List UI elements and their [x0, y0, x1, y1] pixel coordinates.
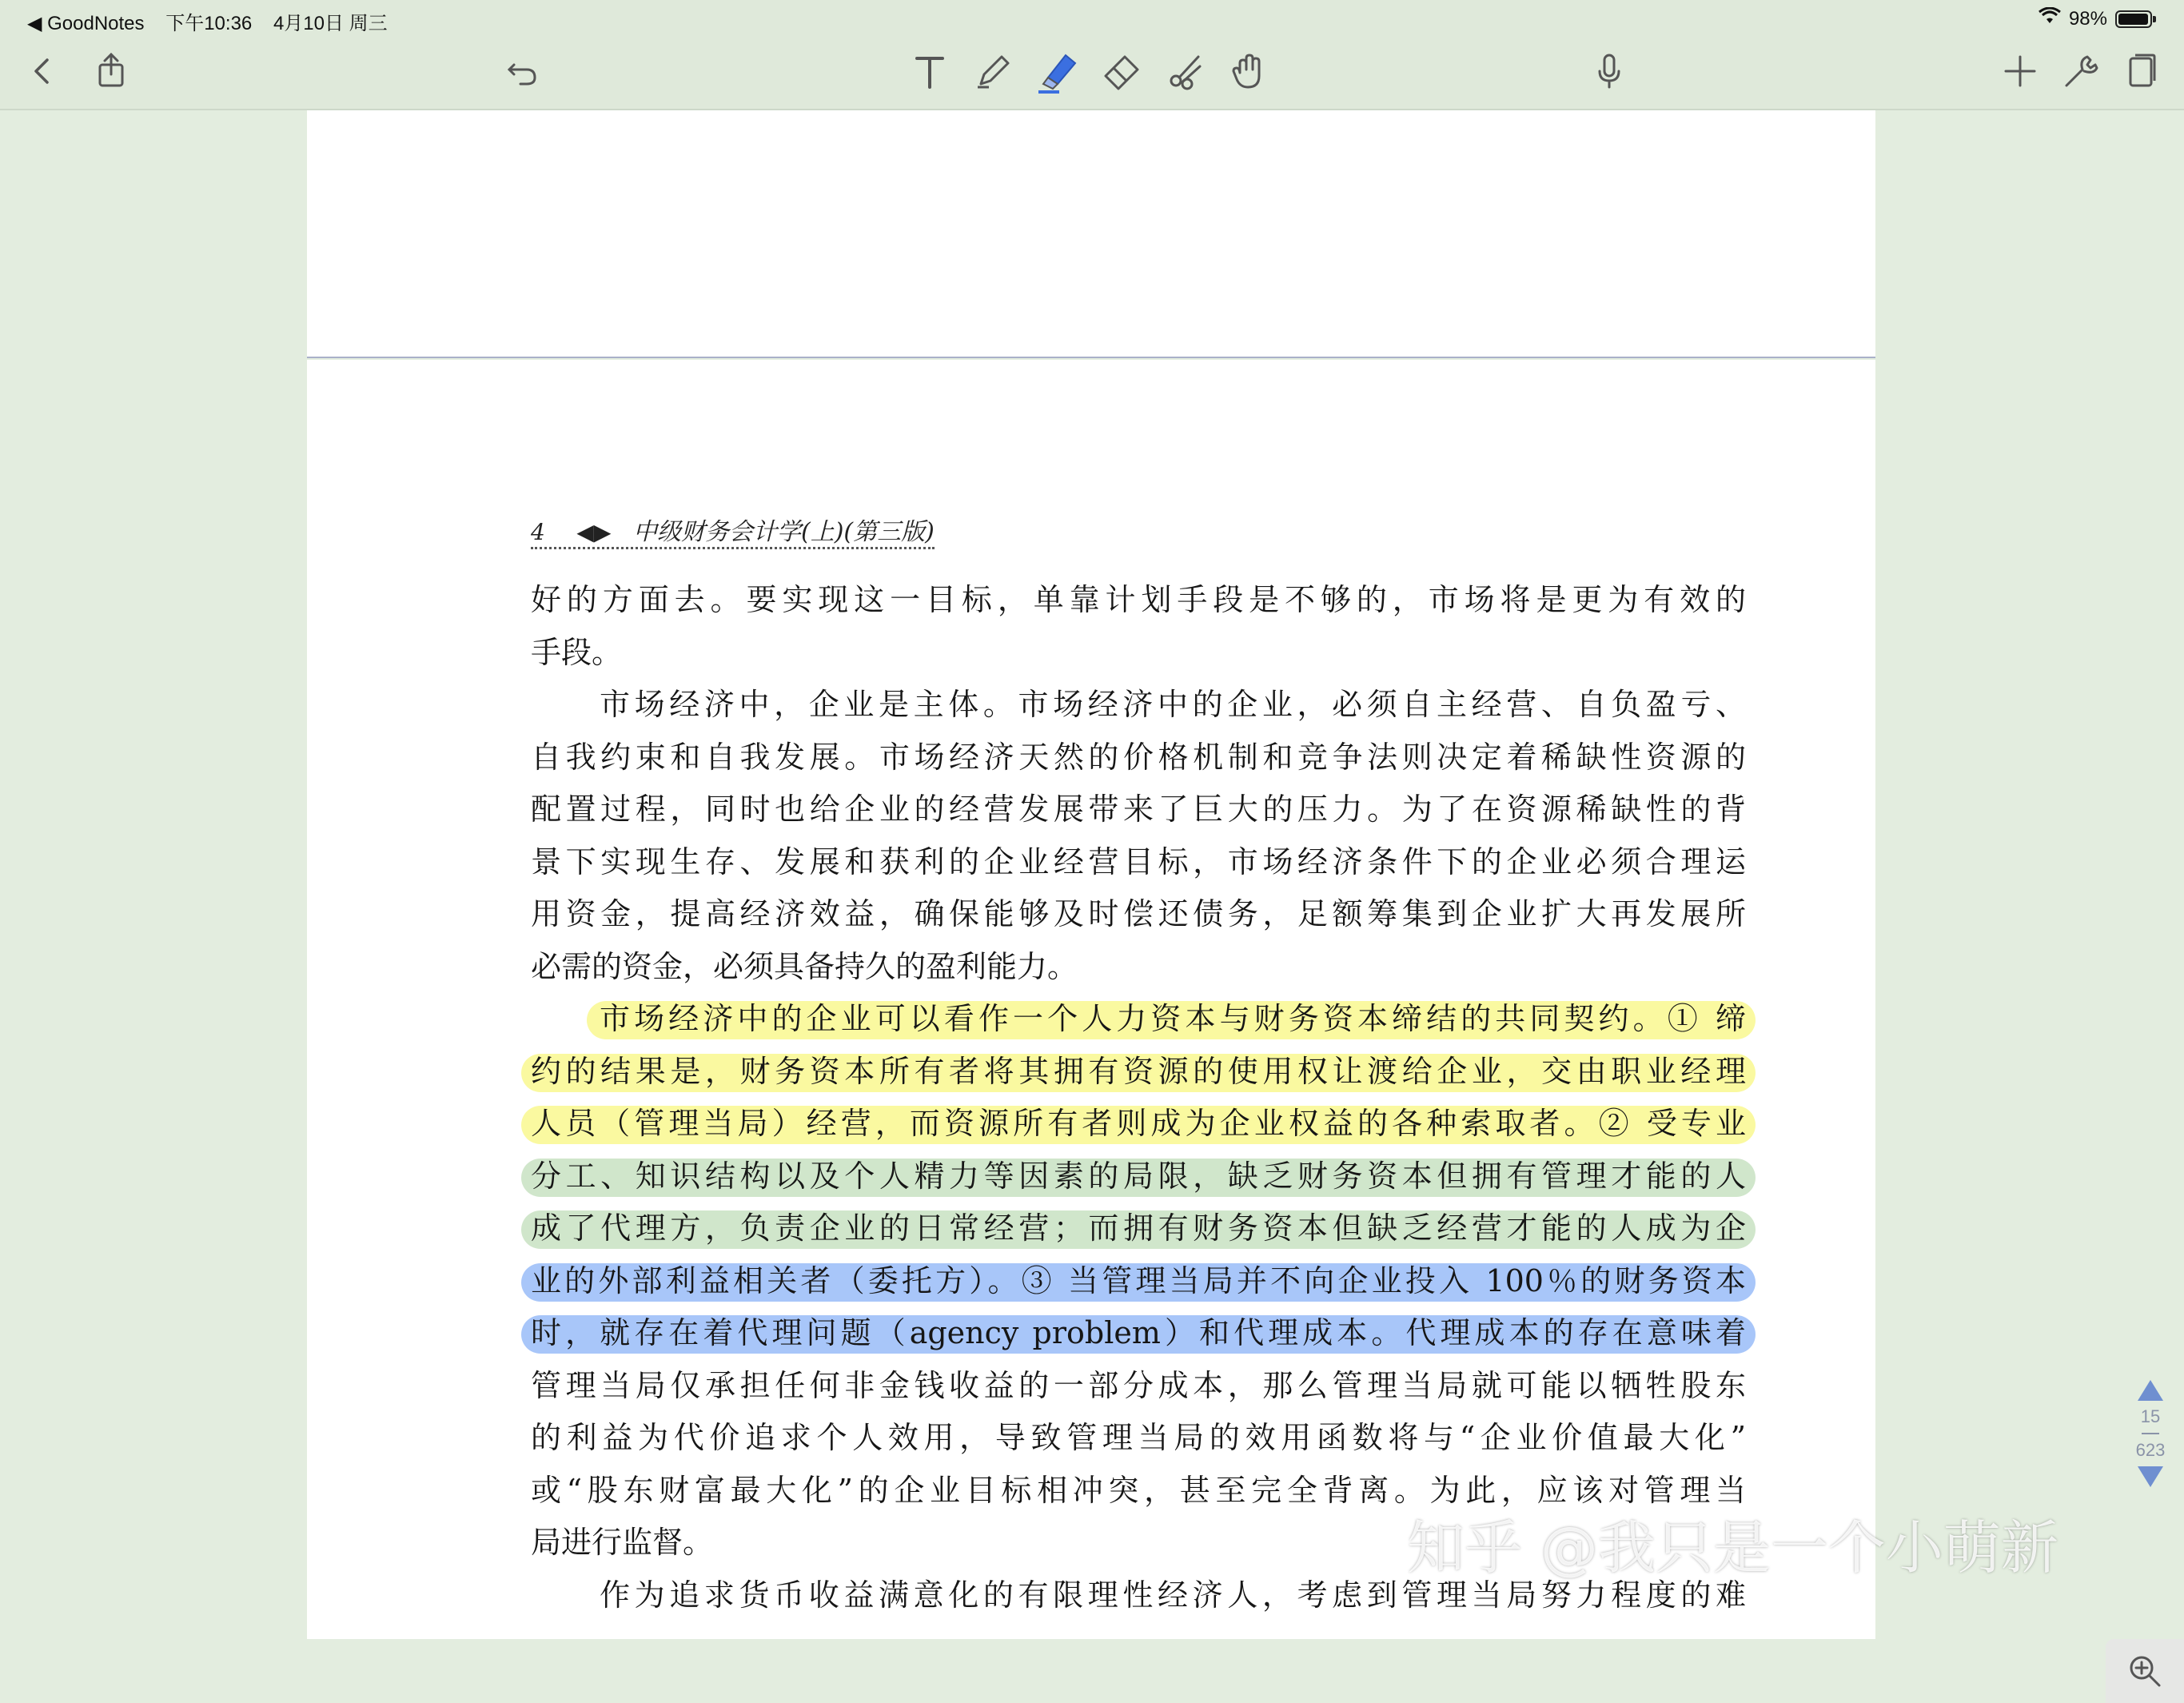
- wifi-icon: [2039, 7, 2061, 30]
- hand-tool-icon[interactable]: [1222, 45, 1274, 98]
- text-line: [531, 836, 1746, 889]
- text-line-content: 分工、知识结构以及个人精力等因素的局限，缺乏财务资本但拥有管理才能的人: [531, 1158, 1746, 1194]
- text-line-content: 市场经济中，企业是主体。市场经济中的企业，必须自主经营、自负盈亏、: [600, 687, 1746, 722]
- text-line: [531, 1202, 1746, 1255]
- back-to-app-link[interactable]: ◀ GoodNotes: [27, 13, 145, 34]
- book-title: 中级财务会计学(上)(第三版): [633, 518, 935, 546]
- eraser-tool-icon[interactable]: [1095, 45, 1148, 98]
- header-page-number: 4: [531, 519, 545, 545]
- page-down-icon[interactable]: [2138, 1466, 2163, 1487]
- page-up-icon[interactable]: [2138, 1380, 2163, 1401]
- total-pages: 623: [2135, 1440, 2166, 1460]
- text-line-content: 或“股东财富最大化”的企业目标相冲突，甚至完全背离。为此，应该对管理当: [531, 1472, 1746, 1508]
- text-line: [531, 1255, 1746, 1308]
- page-view-icon[interactable]: [2115, 45, 2168, 98]
- text-line-content: 人员（管理当局）经营，而资源所有者则成为企业权益的各种索取者。② 受专业: [531, 1106, 1746, 1141]
- text-line-content: 时，就存在着代理问题（agency problem）和代理成本。代理成本的存在意味着: [531, 1315, 1746, 1350]
- text-line: [531, 1098, 1746, 1151]
- text-line-content: 成了代理方，负责企业的日常经营；而拥有财务资本但缺乏经营才能的人成为企: [531, 1210, 1746, 1246]
- zoom-icon[interactable]: [2106, 1639, 2184, 1703]
- running-header: [531, 512, 935, 549]
- battery-percent: 98%: [2068, 7, 2107, 30]
- share-icon[interactable]: [85, 45, 137, 98]
- watermark: 知乎 @我只是一个小萌新: [1407, 1514, 2058, 1581]
- add-icon[interactable]: [1994, 45, 2047, 98]
- text-line-content: 好的方面去。要实现这一目标，单靠计划手段是不够的，市场将是更为有效的: [531, 582, 1746, 617]
- text-line-content: 管理当局仅承担任何非金钱收益的一部分成本，那么管理当局就可能以牺牲股东: [531, 1367, 1746, 1403]
- current-page-number: 15: [2140, 1406, 2161, 1426]
- microphone-icon[interactable]: [1583, 45, 1636, 98]
- undo-icon[interactable]: [496, 45, 548, 98]
- text-line-content: 必需的资金，必须具备持久的盈利能力。: [531, 948, 1078, 984]
- page-scroller[interactable]: [2133, 1380, 2168, 1612]
- status-date: 4月10日 周三: [273, 13, 388, 34]
- status-bar: [0, 0, 2184, 37]
- back-icon[interactable]: [16, 45, 69, 98]
- text-line-content: 局进行监督。: [531, 1525, 714, 1560]
- text-line: [531, 627, 1746, 680]
- toolbar: [0, 37, 2184, 110]
- text-line: [531, 1569, 1746, 1622]
- previous-page: [307, 110, 1875, 358]
- pen-tool-icon[interactable]: [967, 45, 1020, 98]
- text-line: [531, 993, 1746, 1046]
- settings-icon[interactable]: [2054, 45, 2107, 98]
- text-line: [531, 1360, 1746, 1413]
- text-line-content: 作为追求货币收益满意化的有限理性经济人，考虑到管理当局努力程度的难: [600, 1577, 1746, 1613]
- text-line-content: 约的结果是，财务资本所有者将其拥有资源的使用权让渡给企业，交由职业经理: [531, 1053, 1746, 1089]
- text-line-content: 手段。: [531, 634, 623, 670]
- text-line-content: 自我约束和自我发展。市场经济天然的价格机制和竞争法则决定着稀缺性资源的: [531, 739, 1746, 775]
- book-mark-icon: ◀▶: [576, 519, 612, 545]
- page-body-text: [531, 574, 1746, 1621]
- text-line: [531, 1412, 1746, 1465]
- document-canvas[interactable]: [0, 110, 2184, 1637]
- text-line: [531, 1046, 1746, 1099]
- text-line: [531, 1151, 1746, 1203]
- battery-icon: [2115, 10, 2152, 28]
- text-line: [531, 888, 1746, 941]
- text-line-content: 用资金，提高经济效益，确保能够及时偿还债务，足额筹集到企业扩大再发展所: [531, 896, 1746, 931]
- status-time: 下午10:36: [165, 13, 253, 34]
- text-line: [531, 784, 1746, 836]
- text-line-content: 业的外部利益相关者（委托方）。③ 当管理当局并不向企业投入 100％的财务资本: [531, 1262, 1746, 1298]
- text-line-content: 景下实现生存、发展和获利的企业经营目标，市场经济条件下的企业必须合理运: [531, 844, 1746, 879]
- text-line: [531, 732, 1746, 784]
- text-line: [531, 1307, 1746, 1360]
- text-line: [531, 941, 1746, 994]
- text-line-content: 的利益为代价追求个人效用，导致管理当局的效用函数将与“企业价值最大化”: [531, 1420, 1746, 1455]
- text-line: [531, 679, 1746, 732]
- text-line-content: 市场经济中的企业可以看作一个人力资本与财务资本缔结的共同契约。① 缔: [600, 1001, 1746, 1036]
- current-page[interactable]: [307, 360, 1875, 1639]
- highlighter-tool-icon[interactable]: [1031, 45, 1084, 98]
- text-tool-icon[interactable]: [903, 45, 956, 98]
- text-line: [531, 574, 1746, 627]
- lasso-tool-icon[interactable]: [1159, 45, 1212, 98]
- text-line-content: 配置过程，同时也给企业的经营发展带来了巨大的压力。为了在资源稀缺性的背: [531, 792, 1746, 827]
